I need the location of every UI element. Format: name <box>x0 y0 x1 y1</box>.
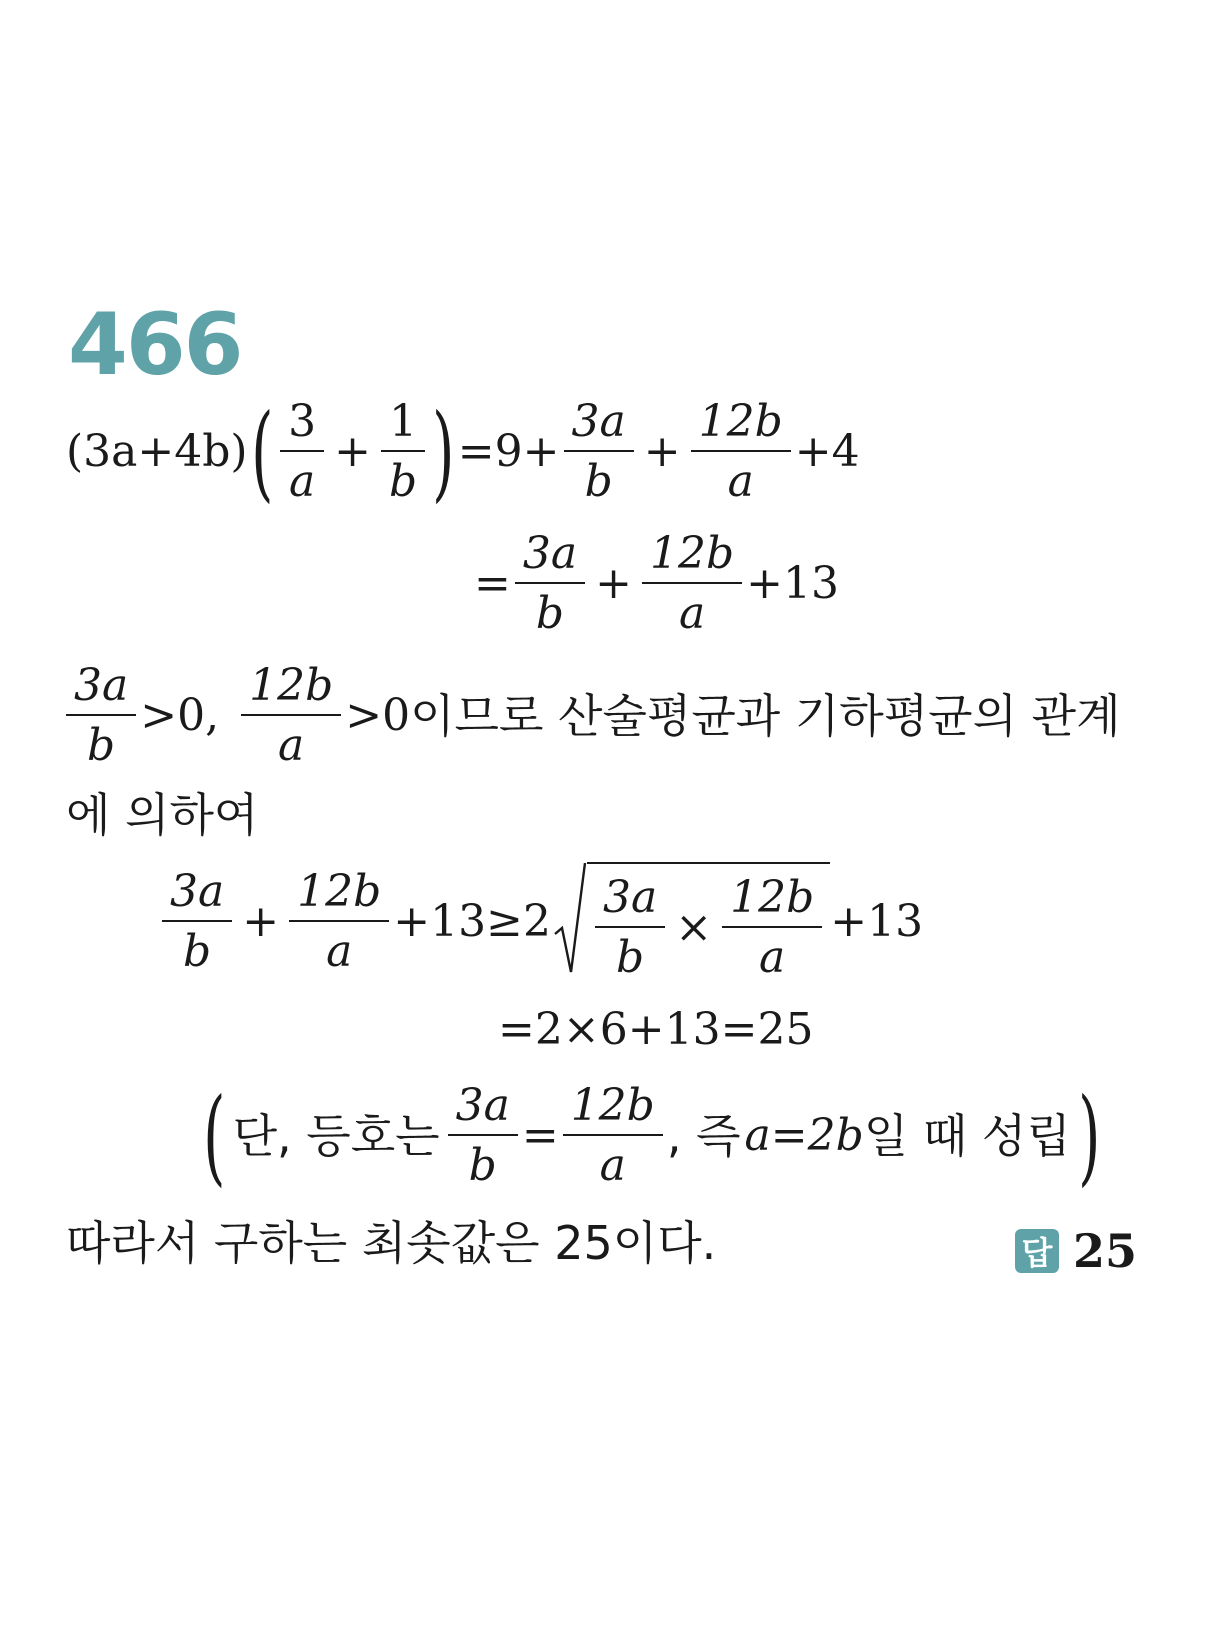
denominator: a <box>759 932 786 984</box>
close-paren: ) <box>432 391 455 514</box>
conclusion-text: 따라서 구하는 최솟값은 25이다. <box>66 1216 717 1270</box>
numerator: 12b <box>563 1082 663 1136</box>
inequality-middle: +13≥2 <box>393 896 551 948</box>
answer-value: 25 <box>1072 1224 1137 1278</box>
plus-sign: + <box>334 426 372 478</box>
fraction-12b-over-a <box>642 530 742 639</box>
denominator: b <box>584 456 613 508</box>
denominator: b <box>535 588 565 640</box>
fraction-3a-over-b <box>448 1082 518 1191</box>
denominator: a <box>727 456 754 508</box>
rhs-start: =9+ <box>457 426 560 478</box>
numerator: 3a <box>564 398 634 452</box>
denominator: b <box>468 1140 497 1192</box>
denominator: a <box>599 1140 626 1192</box>
fraction-3a-over-b <box>595 874 665 983</box>
fraction-3a-over-b <box>162 868 232 977</box>
denominator: a <box>289 456 316 508</box>
fraction-12b-over-a <box>563 1082 663 1191</box>
condition-equation: a=2b <box>744 1110 864 1162</box>
plus-sign: + <box>595 558 632 610</box>
fraction-3a-over-b <box>66 662 136 771</box>
problem-number: 466 <box>68 295 242 395</box>
denominator: a <box>326 926 353 978</box>
denominator: b <box>389 456 418 508</box>
plus-sign: + <box>643 426 681 478</box>
condition-text-2: , 즉 <box>666 1109 741 1164</box>
open-paren: ( <box>250 391 274 514</box>
numerator: 12b <box>642 530 742 584</box>
numerator: 3a <box>515 530 585 584</box>
result-line: =2×6+13=25 <box>498 1004 814 1055</box>
equation-line-1 <box>66 391 860 514</box>
fraction-12b-over-a <box>722 874 822 983</box>
denominator: b <box>87 720 116 772</box>
radicand <box>587 862 830 983</box>
tail-plus-13: +13 <box>830 896 924 948</box>
denominator: a <box>278 720 305 772</box>
fraction-12b-over-a <box>241 662 341 771</box>
equation-line-2 <box>474 530 839 639</box>
numerator: 1 <box>381 398 425 452</box>
radical-sign-icon <box>553 862 587 983</box>
denominator: b <box>183 926 212 978</box>
factor-3a-plus-4b: (3a+4b) <box>66 426 248 478</box>
equals-sign: = <box>521 1110 559 1162</box>
plus-sign: + <box>242 896 280 948</box>
numerator: 12b <box>722 874 822 928</box>
tail-plus-13: +13 <box>746 558 839 610</box>
fraction-3-over-a <box>280 398 324 507</box>
close-paren: ) <box>1077 1075 1101 1198</box>
numerator: 3a <box>448 1082 518 1136</box>
equals-sign: = <box>474 558 511 610</box>
condition-positive-2: >0 <box>345 690 411 742</box>
numerator: 3a <box>66 662 136 716</box>
fraction-12b-over-a <box>289 868 389 977</box>
numerator: 12b <box>691 398 791 452</box>
answer-badge: 답 <box>1015 1229 1059 1273</box>
square-root <box>553 862 830 983</box>
fraction-12b-over-a <box>691 398 791 507</box>
condition-line <box>62 662 1125 771</box>
answer <box>1015 1224 1137 1278</box>
fraction-3a-over-b <box>564 398 634 507</box>
numerator: 3a <box>595 874 665 928</box>
denominator: b <box>616 932 645 984</box>
fraction-1-over-b <box>381 398 425 507</box>
condition-positive-1: >0, <box>140 690 220 742</box>
condition-text-1: 단, 등호는 <box>232 1109 440 1164</box>
inequality-line <box>158 862 923 983</box>
denominator: a <box>678 588 706 640</box>
numerator: 12b <box>289 868 389 922</box>
numerator: 3a <box>162 868 232 922</box>
explanation-continuation: 에 의하여 <box>66 788 259 842</box>
fraction-3a-over-b <box>515 530 585 639</box>
rhs-end: +4 <box>794 426 860 478</box>
condition-text-3: 일 때 성립 <box>863 1109 1071 1164</box>
numerator: 3 <box>280 398 324 452</box>
numerator: 12b <box>241 662 341 716</box>
explanation-text: 이므로 산술평균과 기하평균의 관계 <box>410 689 1121 744</box>
open-paren: ( <box>203 1075 226 1198</box>
times-sign: × <box>675 902 713 954</box>
equality-condition <box>200 1075 1103 1198</box>
